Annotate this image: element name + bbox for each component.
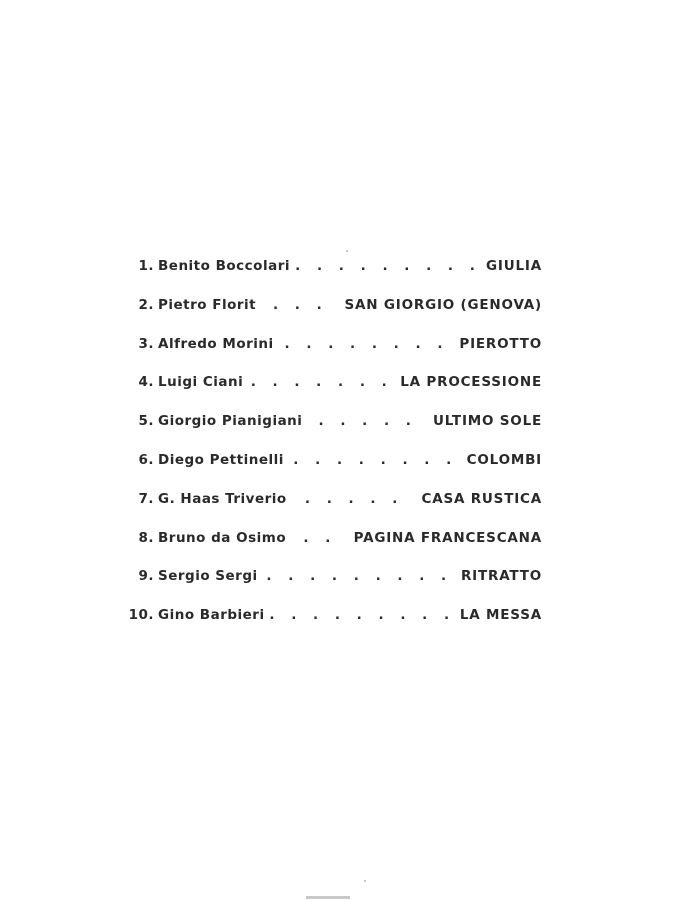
entry-number: 7. [138,490,154,507]
dot-leader: . . . . . [304,490,404,507]
artist-name: Diego Pettinelli [158,451,284,468]
paper-speck [346,250,348,252]
artist-name: Giorgio Pianigiani [158,413,303,430]
artist-name: Sergio Sergi [158,568,258,585]
artwork-title: GIULIA [486,258,542,274]
artwork-title: COLOMBI [466,451,542,468]
list-item [122,413,542,452]
artist-name: Pietro Florit [158,296,257,313]
list-item [122,297,542,336]
entry-number: 3. [138,335,154,352]
artist-name: Luigi Ciani [158,374,244,391]
artist-name: Alfredo Morini [158,335,274,352]
scan-artifact [306,896,350,899]
artwork-title: LA PROCESSIONE [400,374,542,391]
artwork-title: RITRATTO [460,568,542,585]
entry-number: 5. [138,413,154,430]
entry-number: 8. [138,529,154,546]
entry-number: 10. [128,607,154,624]
artwork-title: LA MESSA [459,607,542,624]
dot-leader: . . . . . . . . . [266,568,453,585]
dot-leader: . . . . . [318,413,417,430]
paper-speck [364,880,366,882]
list-item [122,336,542,375]
list-item [122,374,542,413]
list-item [122,530,542,569]
artwork-title: CASA RUSTICA [421,490,542,507]
dot-leader: . . . [272,296,328,313]
entry-number: 4. [138,374,154,391]
list-item [122,491,542,530]
entry-number: 6. [138,451,154,468]
list-item [122,452,542,491]
list-item [122,607,542,646]
artist-name: Gino Barbieri [158,607,265,624]
entry-number: 1. [138,258,154,274]
entry-number: 9. [138,568,154,585]
dot-leader: . . . . . . . . [293,451,458,468]
artwork-title: ULTIMO SOLE [433,413,542,430]
dot-leader: . . . . . . . . . [295,258,481,274]
artist-name: Bruno da Osimo [158,529,287,546]
list-item [122,258,542,297]
dot-leader: . . . . . . . [250,374,393,391]
entry-number: 2. [138,296,154,313]
dot-leader: . . . . . . . . . [269,607,456,624]
artwork-title: PIEROTTO [459,335,542,352]
artwork-list [122,258,542,646]
dot-leader: . . [303,529,337,546]
list-item [122,568,542,607]
artist-name: G. Haas Triverio [158,490,287,507]
artwork-title: PAGINA FRANCESCANA [353,529,542,546]
artist-name: Benito Boccolari [158,258,290,274]
dot-leader: . . . . . . . . [284,335,449,352]
artwork-title: SAN GIORGIO (GENOVA) [344,296,542,313]
